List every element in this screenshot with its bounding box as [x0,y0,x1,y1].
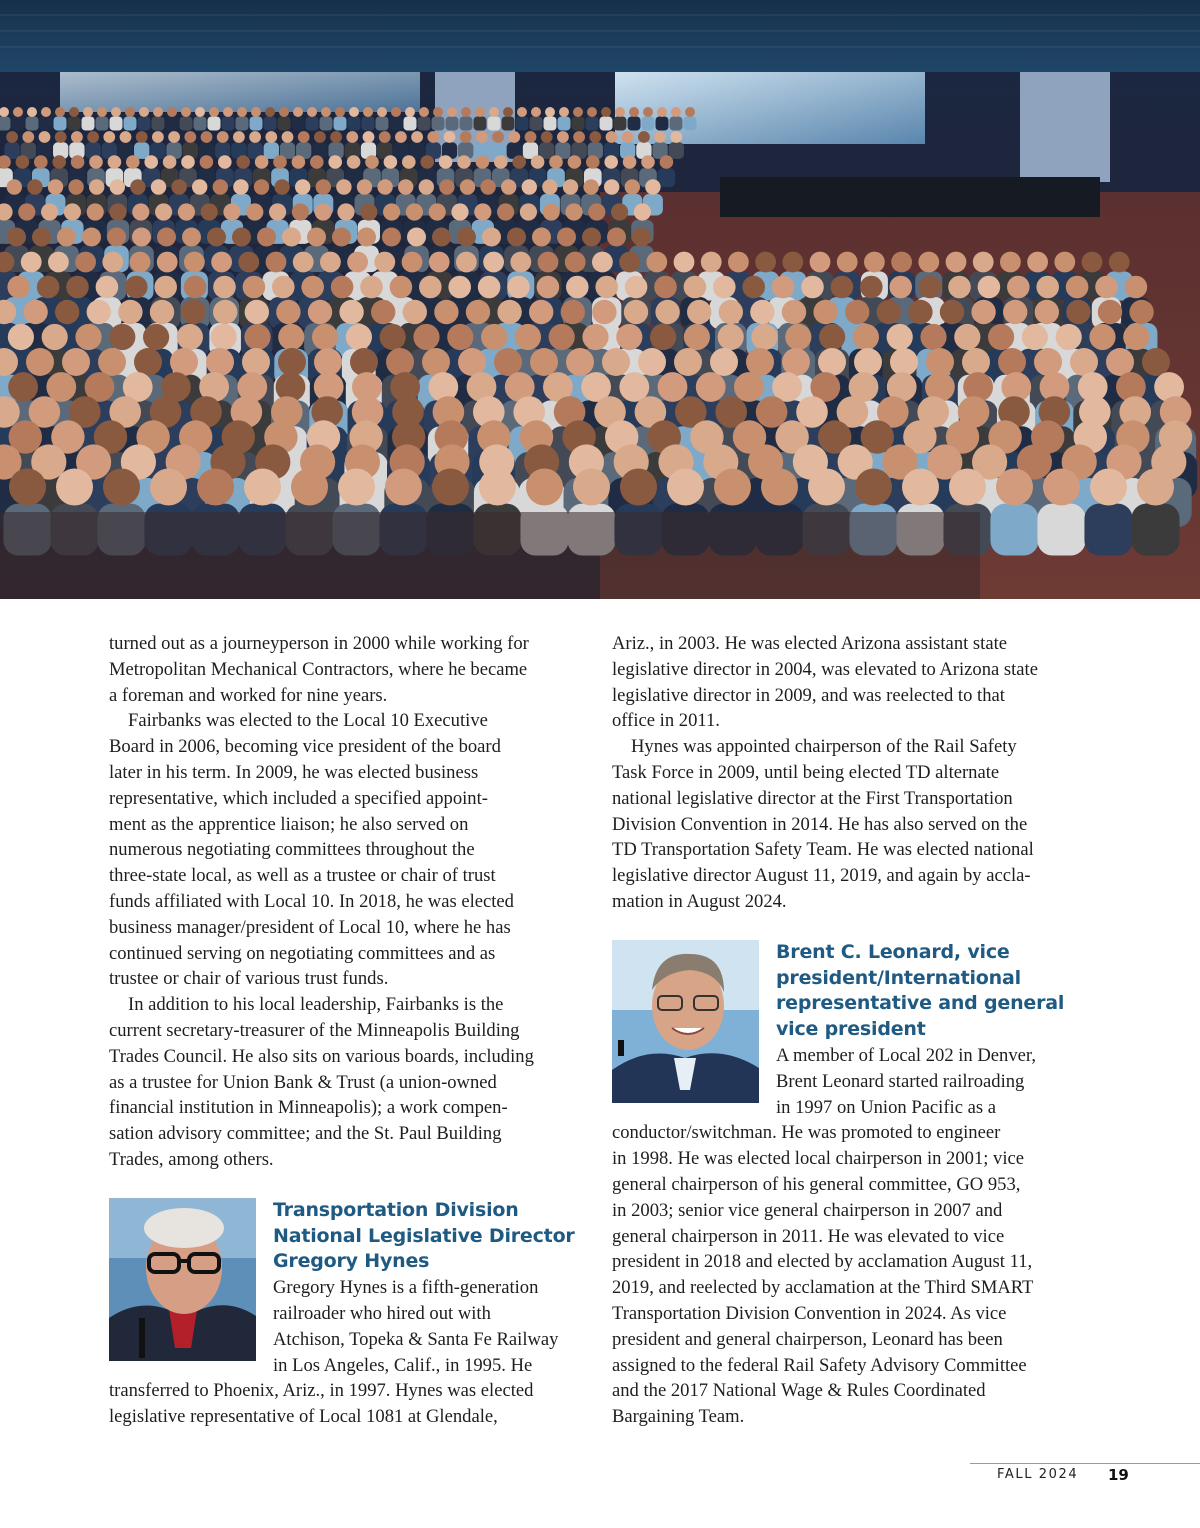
text-line: Task Force in 2009, until being elected TD alternate [612,761,1000,783]
leonard-portrait [612,940,759,1103]
text-line: Metropolitan Mechanical Contractors, where he became [109,658,528,680]
text-line: Trades, among others. [109,1148,274,1170]
text-line: sation advisory committee; and the St. Paul Building [109,1123,502,1145]
page-footer [970,1463,1200,1493]
text-line: 2019, and reelected by acclamation at the Third SMART [612,1277,1034,1299]
text-line: Atchison, Topeka & Santa Fe Railway [273,1328,559,1350]
text-line: representative, which included a specified appoint- [109,787,488,809]
text-line: legislative director in 2009, and was reelected to that [612,684,1005,706]
article-paragraph [109,631,591,708]
text-line: president and general chairperson, Leonard has been [612,1328,1003,1350]
text-line: legislative director in 2004, was elevated to Arizona state [612,658,1038,680]
text-line: continued serving on negotiating committees and as [109,942,496,964]
text-line: ment as the apprentice liaison; he also served on [109,813,469,835]
text-line: office in 2011. [612,710,720,732]
text-line: in 1997 on Union Pacific as a [776,1096,996,1118]
section-heading: National Legislative Director [273,1224,575,1247]
article-paragraph [612,631,1094,734]
text-line: trustee or chair of various trust funds. [109,968,389,990]
text-line: current secretary-treasurer of the Minneapolis Building [109,1019,520,1041]
text-line: Brent Leonard started railroading [776,1070,1025,1092]
text-line: transferred to Phoenix, Ariz., in 1997. Hynes was elected [109,1380,534,1402]
text-line: in 1998. He was elected local chairperson in 2001; vice [612,1148,1025,1170]
text-line: numerous negotiating committees throughout the [109,839,475,861]
hynes-bio [109,1198,591,1430]
leonard-bio [612,940,1094,1430]
issue-label: FALL 2024 [997,1467,1079,1482]
article-paragraph [612,734,1094,915]
text-line: in Los Angeles, Calif., in 1995. He [273,1354,533,1376]
article-paragraph [109,708,591,992]
text-line: general chairperson of his general committee, GO 953, [612,1173,1021,1195]
text-line: funds affiliated with Local 10. In 2018, he was elected [109,890,514,912]
text-line: In addition to his local leadership, Fairbanks is the [128,994,504,1016]
text-line: three-state local, as well as a trustee or chair of trust [109,865,496,887]
section-heading: Transportation Division [273,1198,519,1221]
text-line: Hynes was appointed chairperson of the Rail Safety [631,736,1017,758]
section-heading: Gregory Hynes [273,1250,430,1273]
convention-group-photo [0,72,1200,599]
header-band [0,0,1200,72]
text-line: in 2003; senior vice general chairperson in 2007 and [612,1199,1003,1221]
text-line: turned out as a journeyperson in 2000 while working for [109,633,529,654]
section-heading: vice president [776,1018,926,1041]
section-heading: president/International [776,966,1021,989]
text-line: Board in 2006, becoming vice president of the board [109,736,501,758]
left-column [109,631,591,1430]
right-column [612,631,1094,1430]
text-line: business manager/president of Local 10, where he has [109,916,511,938]
text-line: Gregory Hynes is a fifth-generation [273,1277,539,1299]
text-line: conductor/switchman. He was promoted to engineer [612,1122,1001,1144]
text-line: A member of Local 202 in Denver, [776,1044,1037,1066]
text-line: Transportation Division Convention in 2024. As vice [612,1302,1007,1324]
text-line: assigned to the federal Rail Safety Advisory Committee [612,1354,1027,1376]
footer-rule [970,1463,1200,1464]
text-line: Division Convention in 2014. He has also served on the [612,813,1028,835]
text-line: TD Transportation Safety Team. He was elected national [612,839,1034,861]
text-line: and the 2017 National Wage & Rules Coordinated [612,1380,986,1402]
text-line: railroader who hired out with [273,1302,491,1324]
text-line: Bargaining Team. [612,1406,745,1428]
text-line: Fairbanks was elected to the Local 10 Executive [128,710,488,732]
text-line: Trades Council. He also sits on various boards, including [109,1045,534,1067]
text-line: Ariz., in 2003. He was elected Arizona assistant state [612,633,1007,654]
page-number: 19 [1108,1466,1129,1484]
text-line: general chairperson in 2011. He was elevated to vice [612,1225,1005,1247]
section-heading: Brent C. Leonard, vice [776,940,1010,963]
text-line: president in 2018 and elected by acclamation August 11, [612,1251,1033,1273]
text-line: as a trustee for Union Bank & Trust (a union-owned [109,1071,497,1093]
text-line: later in his term. In 2009, he was elected business [109,761,479,783]
section-heading: representative and general [776,992,1065,1015]
text-line: legislative representative of Local 1081 at Glendale, [109,1406,498,1428]
text-line: a foreman and worked for nine years. [109,684,388,706]
article-paragraph [109,992,591,1173]
text-line: mation in August 2024. [612,890,787,912]
text-line: legislative director August 11, 2019, and again by accla- [612,865,1031,887]
text-line: national legislative director at the First Transportation [612,787,1013,809]
hynes-portrait [109,1198,256,1361]
text-line: financial institution in Minneapolis); a work compen- [109,1097,508,1119]
